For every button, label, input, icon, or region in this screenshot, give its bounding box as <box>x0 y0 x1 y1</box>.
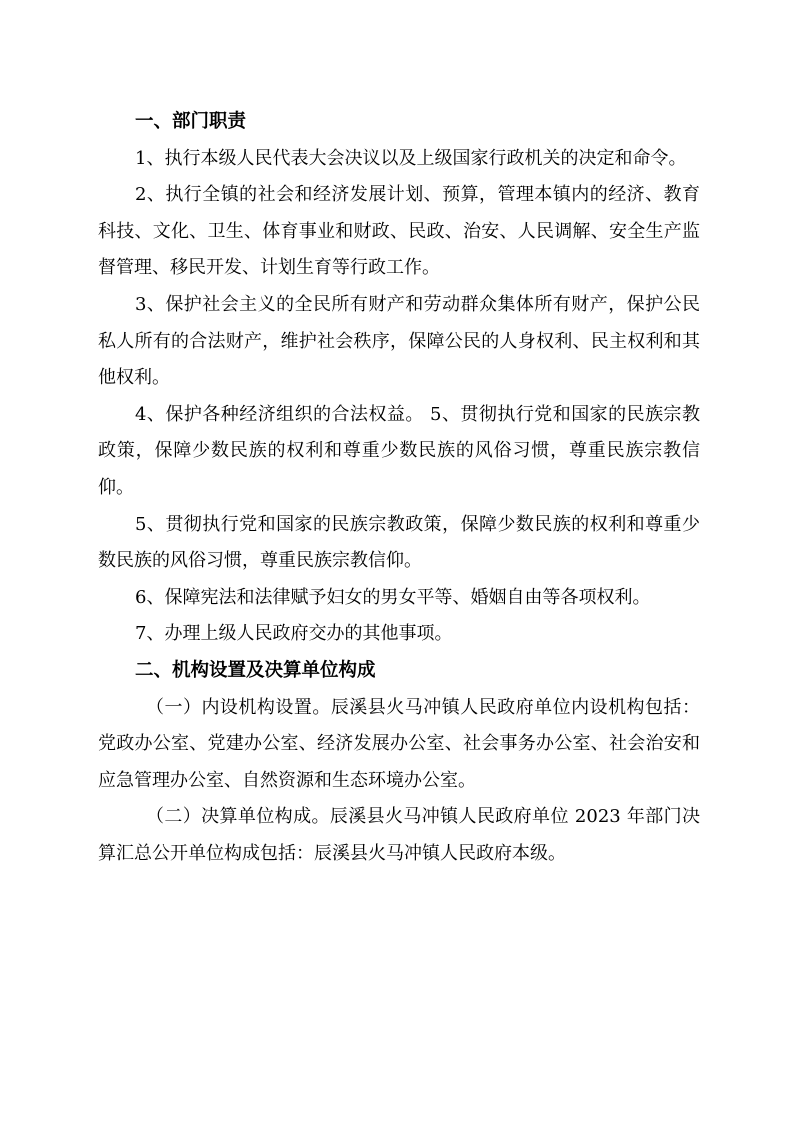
duty-item-3: 3、保护社会主义的全民所有财产和劳动群众集体所有财产，保护公民私人所有的合法财产，维护社会秩序，保障公民的人身权利、民主权利和其他权利。 <box>98 293 700 389</box>
section-heading-department-duties: 一、部门职责 <box>135 111 247 132</box>
duty-item-4: 4、保护各种经济组织的合法权益。 5、贯彻执行党和国家的民族宗教政策，保障少数民族的权利和尊重少数民族的风俗习惯，尊重民族宗教信仰。 <box>98 403 700 498</box>
document-body <box>98 104 700 872</box>
internal-organization-paragraph: （一）内设机构设置。辰溪县火马冲镇人民政府单位内设机构包括：党政办公室、党建办公室、经济发展办公室、社会事务办公室、社会治安和应急管理办公室、自然资源和生态环境办公室。 <box>98 696 700 791</box>
duty-item-1: 1、执行本级人民代表大会决议以及上级国家行政机关的决定和命令。 <box>135 147 687 169</box>
duty-item-5: 5、贯彻执行党和国家的民族宗教政策，保障少数民族的权利和尊重少数民族的风俗习惯，尊重民族宗教信仰。 <box>98 513 700 572</box>
duty-item-2: 2、执行全镇的社会和经济发展计划、预算，管理本镇内的经济、教育科技、文化、卫生、体育事业和财政、民政、治安、人民调解、安全生产监督管理、移民开发、计划生育等行政工作。 <box>98 184 700 279</box>
duty-item-7: 7、办理上级人民政府交办的其他事项。 <box>135 623 453 645</box>
accounting-unit-paragraph: （二）决算单位构成。辰溪县火马冲镇人民政府单位 2023 年部门决算汇总公开单位构成包括：辰溪县火马冲镇人民政府本级。 <box>98 806 700 864</box>
duty-item-6: 6、保障宪法和法律赋予妇女的男女平等、婚姻自由等各项权利。 <box>135 586 651 608</box>
section-heading-organization: 二、机构设置及决算单位构成 <box>135 659 376 681</box>
